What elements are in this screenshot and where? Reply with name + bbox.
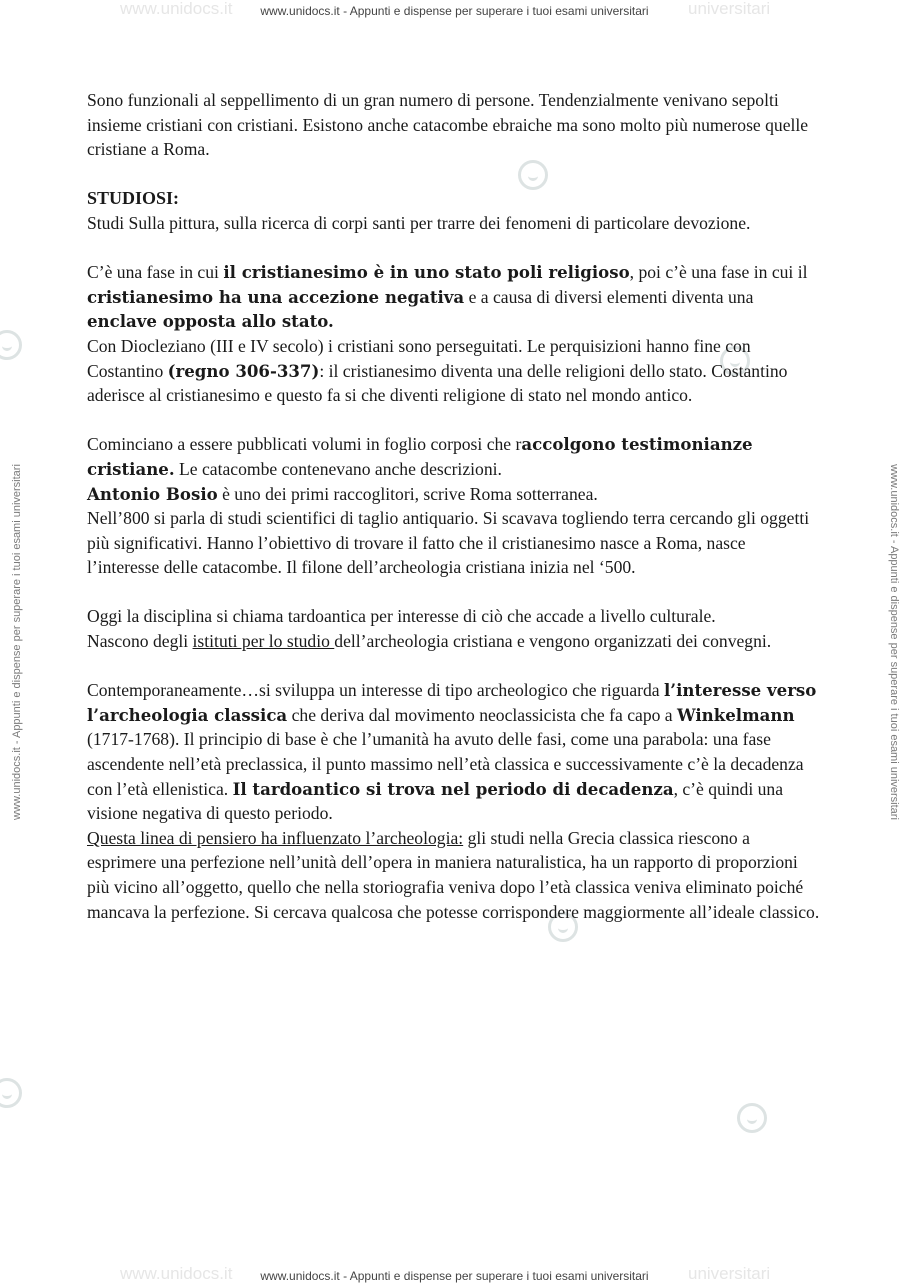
bold-text: enclave opposta allo stato. <box>87 311 334 332</box>
text-run: e a causa di diversi elementi diventa una <box>464 286 754 307</box>
unidocs-logo-icon <box>0 1078 22 1108</box>
paragraph <box>87 334 822 408</box>
text-run: (1717-1768). Il principio di base è che l’umanità ha avuto delle fasi, come una parabola: una fase ascendente nell’età preclassica, il punto massimo nell’età classica e successivamente c’è la decadenza con l’età ellenistica. <box>87 729 804 799</box>
bold-text: il cristianesimo è in uno stato poli religioso <box>223 262 630 283</box>
unidocs-logo-icon <box>737 1103 767 1133</box>
underlined-text: Questa linea di pensiero ha influenzato l’archeologia: <box>87 827 464 848</box>
bold-text: (regno 306-337) <box>167 360 320 381</box>
text-run: Oggi la disciplina si chiama tardoantica per interesse di ciò che accade a livello culturale. <box>87 606 716 627</box>
paragraph <box>87 506 822 580</box>
paragraph <box>87 88 822 162</box>
watermark-side-left: www.unidocs.it - Appunti e dispense per superare i tuoi esami universitari <box>11 464 23 820</box>
text-run: Nascono degli <box>87 631 193 652</box>
paragraph <box>87 432 822 481</box>
paragraph <box>87 211 822 236</box>
text-run: : il cristianesimo diventa una delle religioni dello stato. Costantino aderisce al cristianesimo e questo fa si che diventi religione di stato nel mondo antico. <box>87 360 788 406</box>
bold-text: cristianesimo ha una accezione negativa <box>87 286 465 307</box>
bold-text: l’interesse verso l’archeologia classica <box>87 680 817 725</box>
text-run: Nell’800 si parla di studi scientifici di taglio antiquario. Si scavava togliendo terra cercando gli oggetti più significativi. Hanno l’obiettivo di trovare il fatto che il cristianesimo nasce a Roma, nasce l’interesse delle catacombe. Il filone dell’archeologia cristiana inizia nel ‘500. <box>87 508 810 578</box>
text-run: Le catacombe contenevano anche descrizioni. <box>174 458 502 479</box>
text-run: gli studi nella Grecia classica riescono a esprimere una perfezione nell’unità dell’opera in maniera naturalistica, ha un rapporto di proporzioni più vicino all’oggetto, quello che nella storiografia veniva dopo l’età classica veniva eliminato poiché mancava la perfezione. Si cercava qualcosa che potesse corrispondere maggiormente all’ideale classico. <box>87 827 820 922</box>
text-run: C’è una fase in cui <box>87 262 224 283</box>
paragraph <box>87 629 822 654</box>
watermark-ghost-right: universitari <box>688 0 771 18</box>
text-run: è uno dei primi raccoglitori, scrive Roma sotterranea. <box>217 483 598 504</box>
watermark-header: www.unidocs.it - Appunti e dispense per superare i tuoi esami universitari <box>260 4 649 18</box>
document-body <box>87 88 822 924</box>
unidocs-logo-icon <box>0 330 22 360</box>
paragraph <box>87 678 822 826</box>
watermark-ghost-left: www.unidocs.it <box>120 0 233 18</box>
text-run: Con Diocleziano (III e IV secolo) i cristiani sono perseguitati. Le perquisizioni hanno fine con Costantino <box>87 335 751 381</box>
bold-text: accolgono testimonianze cristiane. <box>87 434 753 479</box>
paragraph <box>87 604 822 629</box>
text-run: Cominciano a essere pubblicati volumi in foglio corposi che r <box>87 434 522 455</box>
bold-text: Antonio Bosio <box>87 483 218 504</box>
bold-text: Il tardoantico si trova nel periodo di decadenza <box>232 778 674 799</box>
watermark-ghost-footer-right: universitari <box>688 1264 771 1283</box>
text-run: dell’archeologia cristiana e vengono organizzati dei convegni. <box>334 631 772 652</box>
watermark-side-right: www.unidocs.it - Appunti e dispense per superare i tuoi esami universitari <box>888 464 900 820</box>
paragraph <box>87 260 822 334</box>
watermark-footer: www.unidocs.it - Appunti e dispense per superare i tuoi esami universitari <box>260 1269 649 1283</box>
paragraph <box>87 482 822 507</box>
bold-text: Winkelmann <box>677 704 795 725</box>
text-run: Sono funzionali al seppellimento di un gran numero di persone. Tendenzialmente venivano sepolti insieme cristiani con cristiani. Esistono anche catacombe ebraiche ma sono molto più numerose quelle cristiane a Roma. <box>87 90 809 160</box>
text-run: Studi Sulla pittura, sulla ricerca di corpi santi per trarre dei fenomeni di particolare devozione. <box>87 212 751 233</box>
text-run: , poi c’è una fase in cui il <box>629 262 808 283</box>
text-run: che deriva dal movimento neoclassicista che fa capo a <box>287 704 678 725</box>
section-heading: STUDIOSI: <box>87 188 180 209</box>
text-run: Contemporaneamente…si sviluppa un interesse di tipo archeologico che riguarda <box>87 680 664 701</box>
text-run: , c’è quindi una visione negativa di questo periodo. <box>87 778 784 824</box>
paragraph <box>87 826 822 924</box>
underlined-text: istituti per lo studio <box>192 631 335 652</box>
watermark-ghost-footer-left: www.unidocs.it <box>120 1264 233 1283</box>
